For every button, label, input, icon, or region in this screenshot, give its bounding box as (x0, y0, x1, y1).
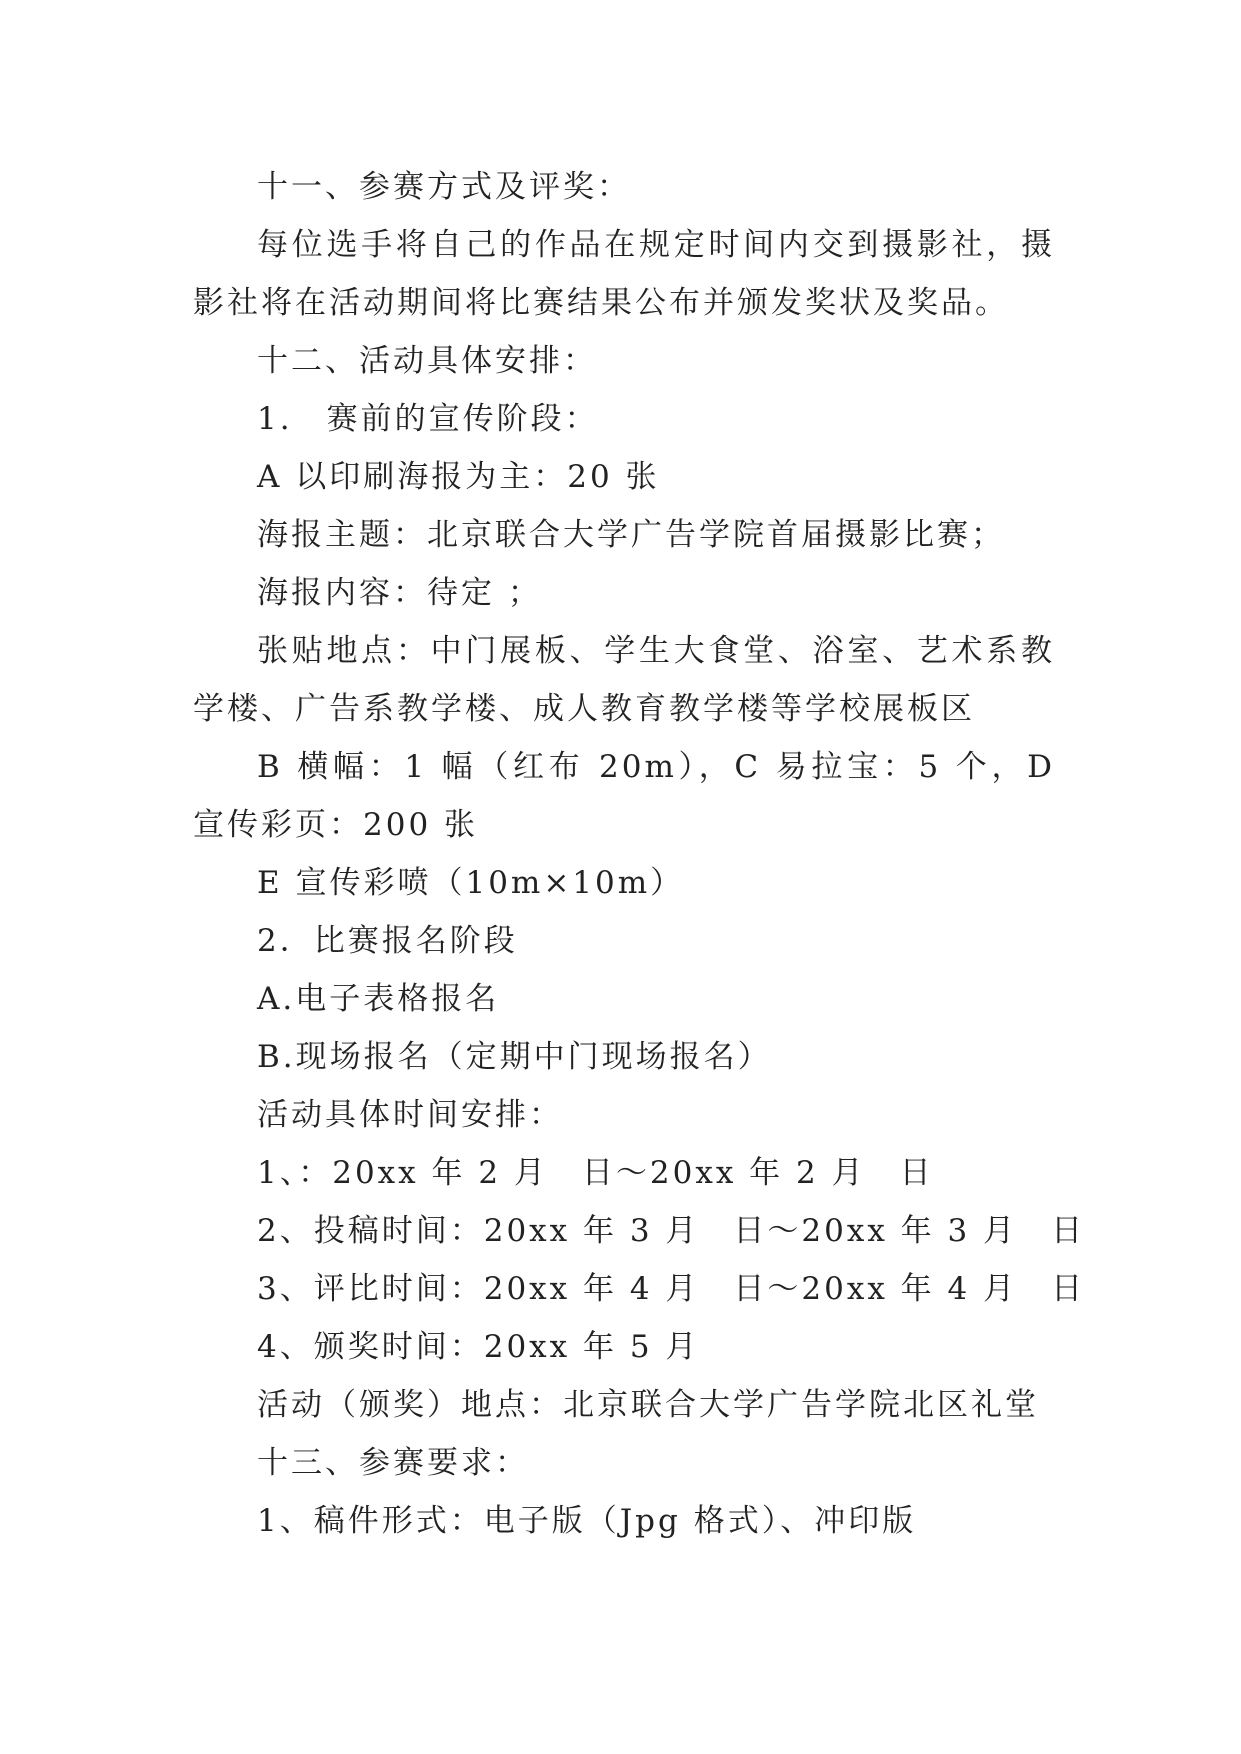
schedule-item-3: 3、评比时间：20xx 年 4 月 日～20xx 年 4 月 日 (257, 1271, 1086, 1307)
paragraph-promotion-materials: B 横幅：1 幅（红布 20m），C 易拉宝：5 个，D 宣传彩页：200 张 (193, 749, 1055, 843)
schedule-heading: 活动具体时间安排： (257, 1097, 563, 1133)
list-item-onsite-registration: B.现场报名（定期中门现场报名） (257, 1039, 772, 1075)
paragraph-posting-locations: 张贴地点：中门展板、学生大食堂、浴室、艺术系教学楼、广告系教学楼、成人教育教学楼等学校展板区 (193, 633, 1055, 727)
schedule-item-2: 2、投稿时间：20xx 年 3 月 日～20xx 年 3 月 日 (257, 1213, 1086, 1249)
schedule-item-4: 4、颁奖时间：20xx 年 5 月 (257, 1329, 700, 1365)
list-item-promotion-stage: 1. 赛前的宣传阶段： (257, 401, 599, 437)
requirement-item-1: 1、稿件形式：电子版（Jpg 格式）、冲印版 (257, 1503, 917, 1539)
section-heading-13: 十三、参赛要求： (257, 1445, 529, 1481)
document-body (193, 158, 1086, 1550)
section-heading-11: 十一、参赛方式及评奖： (257, 169, 631, 205)
list-item-posters: A 以印刷海报为主：20 张 (257, 459, 660, 495)
list-item-poster-content: 海报内容：待定 ； (257, 575, 542, 611)
list-item-poster-theme: 海报主题：北京联合大学广告学院首届摄影比赛； (257, 517, 1005, 553)
list-item-color-spray: E 宣传彩喷（10m×10m） (257, 865, 685, 901)
section-heading-12: 十二、活动具体安排： (257, 343, 597, 379)
paragraph-submission: 每位选手将自己的作品在规定时间内交到摄影社，摄影社将在活动期间将比赛结果公布并颁发奖状及奖品。 (193, 227, 1055, 321)
venue-line: 活动（颁奖）地点：北京联合大学广告学院北区礼堂 (257, 1387, 1039, 1423)
schedule-item-1: 1、：20xx 年 2 月 日～20xx 年 2 月 日 (257, 1155, 934, 1191)
list-item-spreadsheet-registration: A.电子表格报名 (257, 981, 500, 1017)
list-item-registration-stage: 2．比赛报名阶段 (257, 923, 518, 959)
